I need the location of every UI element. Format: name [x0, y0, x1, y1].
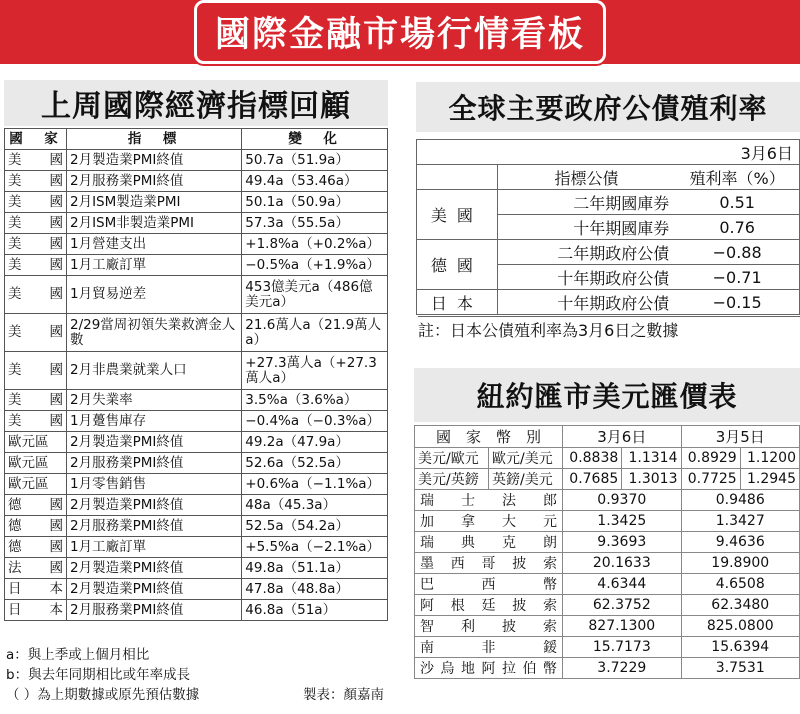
- country-part: 本: [49, 601, 63, 618]
- row-indicator: 2月製造業PMI終值: [66, 579, 241, 600]
- row-country: [5, 314, 67, 352]
- table-header-row: [5, 129, 388, 150]
- main-title-bar: [0, 0, 800, 64]
- row-indicator: 2月服務業PMI終值: [66, 453, 241, 474]
- fx-currency: [415, 595, 563, 616]
- bond-date-row: [417, 140, 800, 165]
- country-part: 美: [8, 391, 22, 408]
- country-name: [8, 456, 63, 471]
- bond-yield: 0.76: [675, 215, 799, 240]
- country-part: 美: [8, 151, 22, 168]
- fx-pair-name: 歐元/美元: [489, 448, 563, 469]
- fx-row: [415, 616, 800, 637]
- fx-currency-char: 鍰: [543, 640, 558, 656]
- table-row: [5, 390, 388, 411]
- fx-pair-row: [415, 469, 800, 490]
- country-part: 國: [49, 235, 63, 252]
- fx-currency-name: [418, 490, 559, 510]
- fx-currency-char: 瑞: [420, 535, 434, 551]
- row-country: [5, 600, 67, 621]
- fx-currency-char: 索: [543, 619, 558, 635]
- table-row: [5, 579, 388, 600]
- fx-header-date1: 3月6日: [563, 426, 681, 448]
- fx-currency: [415, 553, 563, 574]
- fx-header-row: [415, 426, 800, 448]
- country-part: 國: [49, 324, 63, 340]
- bond-country: 美國: [417, 190, 498, 240]
- fx-currency-char: 西: [450, 556, 465, 572]
- country-name: [8, 153, 63, 168]
- fx-currency-char: 廷: [481, 598, 496, 614]
- country-name: [8, 435, 63, 450]
- fx-currency-char: 索: [543, 598, 558, 614]
- row-change: 49.2a（47.9a）: [242, 432, 388, 453]
- country-part: 國: [49, 256, 63, 273]
- bond-name: 二年期政府公債: [497, 240, 675, 265]
- fx-currency: [415, 490, 563, 511]
- country-part: 國: [49, 538, 63, 555]
- fx-currency-char: 披: [512, 598, 527, 614]
- row-indicator: 2月製造業PMI終值: [66, 432, 241, 453]
- fx-currency-char: 地: [461, 661, 475, 677]
- country-part: 本: [49, 580, 63, 597]
- row-indicator: 1月工廠訂單: [66, 537, 241, 558]
- row-country: [5, 474, 67, 495]
- fx-value-date1: 3.7229: [563, 658, 681, 679]
- fx-currency-char: 南: [420, 640, 434, 656]
- country-part: 國: [49, 214, 63, 231]
- fx-value: 1.1314: [622, 448, 681, 469]
- country-part: 國: [49, 391, 63, 408]
- country-name: [8, 561, 63, 576]
- fx-value: 1.2945: [740, 469, 799, 490]
- country-part: 國: [49, 517, 63, 534]
- row-change: 50.1a（50.9a）: [242, 192, 388, 213]
- row-country: [5, 495, 67, 516]
- fx-currency-char: 元: [543, 514, 558, 530]
- row-country: [5, 411, 67, 432]
- row-indicator: 2月失業率: [66, 390, 241, 411]
- bond-country: 德國: [417, 240, 498, 290]
- row-country: [5, 516, 67, 537]
- row-indicator: 2月服務業PMI終值: [66, 516, 241, 537]
- fx-pair-label: 美元/英鎊: [415, 469, 489, 490]
- country-part: 美: [8, 256, 22, 273]
- table-row: [5, 537, 388, 558]
- fx-value: 0.7725: [681, 469, 740, 490]
- fx-currency-char: 典: [461, 535, 476, 551]
- fx-value: 0.8838: [563, 448, 622, 469]
- fx-currency: [415, 658, 563, 679]
- fx-currency-name: [418, 574, 559, 594]
- country-part: 國: [49, 151, 63, 168]
- fx-value: 0.7685: [563, 469, 622, 490]
- row-change: +1.8%a（+0.2%a）: [242, 234, 388, 255]
- fx-currency-char: 拉: [502, 661, 516, 677]
- table-row: [5, 234, 388, 255]
- table-row: [5, 314, 388, 352]
- fx-currency-char: 士: [461, 493, 476, 509]
- country-name: [8, 393, 63, 408]
- country-part: 美: [8, 193, 22, 210]
- table-row: [5, 276, 388, 314]
- country-name: [8, 582, 63, 597]
- fx-value: 1.3013: [622, 469, 681, 490]
- fx-currency-char: 法: [502, 493, 517, 509]
- country-part: 歐元區: [8, 433, 49, 450]
- row-country: [5, 352, 67, 390]
- row-country: [5, 213, 67, 234]
- bond-row: [417, 240, 800, 265]
- country-part: 美: [8, 172, 22, 189]
- fx-row: [415, 490, 800, 511]
- row-change: 3.5%a（3.6%a）: [242, 390, 388, 411]
- row-country: [5, 390, 67, 411]
- fx-currency-char: 根: [450, 598, 465, 614]
- table-row: [5, 495, 388, 516]
- fx-value-date2: 0.9486: [681, 490, 800, 511]
- fx-currency-char: 阿: [481, 661, 496, 677]
- table-row: [5, 516, 388, 537]
- fx-currency: [415, 637, 563, 658]
- economic-indicators-table: [4, 128, 388, 621]
- country-part: 國: [49, 362, 63, 378]
- row-indicator: 2月服務業PMI終值: [66, 171, 241, 192]
- row-country: [5, 453, 67, 474]
- table-row: [5, 474, 388, 495]
- country-part: 美: [8, 412, 22, 429]
- row-country: [5, 192, 67, 213]
- fx-row: [415, 553, 800, 574]
- fx-currency-char: 幣: [543, 577, 558, 593]
- row-country: [5, 276, 67, 314]
- country-name: [8, 237, 63, 252]
- fx-value-date1: 1.3425: [563, 511, 681, 532]
- fx-currency-char: 智: [420, 619, 434, 635]
- row-country: [5, 234, 67, 255]
- country-name: [8, 540, 63, 555]
- fx-row: [415, 574, 800, 595]
- fx-pair-row: [415, 448, 800, 469]
- row-country: [5, 432, 67, 453]
- fx-value-date2: 1.3427: [681, 511, 800, 532]
- row-change: −0.5%a（+1.9%a）: [242, 255, 388, 276]
- fx-value-date2: 9.4636: [681, 532, 800, 553]
- row-indicator: 2月製造業PMI終值: [66, 495, 241, 516]
- table-row: [5, 213, 388, 234]
- country-part: 美: [8, 324, 22, 340]
- fx-currency-char: 瑞: [420, 493, 434, 509]
- row-change: 52.6a（52.5a）: [242, 453, 388, 474]
- country-part: 國: [49, 193, 63, 210]
- country-part: 美: [8, 286, 22, 302]
- row-change: 453億美元a（486億美元a）: [242, 276, 388, 314]
- country-part: 美: [8, 362, 22, 378]
- row-indicator: 1月貿易逆差: [66, 276, 241, 314]
- main-title: 國際金融市場行情看板: [194, 0, 606, 64]
- row-change: 49.4a（53.46a）: [242, 171, 388, 192]
- bond-yield: −0.71: [675, 265, 799, 290]
- row-country: [5, 537, 67, 558]
- row-change: +5.5%a（−2.1%a）: [242, 537, 388, 558]
- fx-currency-name: [418, 532, 559, 552]
- note-c: （ ）為上期數據或原先預估數據: [6, 687, 200, 703]
- fx-currency-name: [418, 511, 559, 531]
- header-country: 國 家: [5, 129, 67, 150]
- fx-currency-char: 幣: [543, 661, 557, 677]
- fx-value-date1: 20.1633: [563, 553, 681, 574]
- table-row: [5, 432, 388, 453]
- country-name: [8, 603, 63, 618]
- fx-value-date1: 0.9370: [563, 490, 681, 511]
- row-indicator: 1月工廠訂單: [66, 255, 241, 276]
- bond-name: 十年期政府公債: [497, 290, 675, 315]
- country-name: [8, 258, 63, 273]
- fx-value: 0.8929: [681, 448, 740, 469]
- fx-value-date1: 15.7173: [563, 637, 681, 658]
- fx-value-date1: 827.1300: [563, 616, 681, 637]
- country-name: [8, 477, 63, 492]
- row-change: 46.8a（51a）: [242, 600, 388, 621]
- table-row: [5, 558, 388, 579]
- row-indicator: 1月零售銷售: [66, 474, 241, 495]
- bond-name: 十年期國庫券: [497, 215, 675, 240]
- country-part: 德: [8, 538, 22, 555]
- fx-currency-name: [418, 553, 559, 573]
- bond-row: [417, 290, 800, 315]
- fx-value-date2: 3.7531: [681, 658, 800, 679]
- row-indicator: 2月製造業PMI終值: [66, 150, 241, 171]
- fx-value-date2: 4.6508: [681, 574, 800, 595]
- fx-currency-char: 拿: [461, 514, 476, 530]
- bond-name: 二年期國庫券: [497, 190, 675, 215]
- country-name: [8, 325, 63, 340]
- bond-date: 3月6日: [417, 140, 800, 165]
- country-part: 美: [8, 235, 22, 252]
- fx-value-date2: 15.6394: [681, 637, 800, 658]
- bond-note: 註：日本公債殖利率為3月6日之數據: [418, 316, 800, 341]
- row-country: [5, 255, 67, 276]
- country-name: [8, 174, 63, 189]
- fx-currency-char: 西: [481, 577, 496, 593]
- row-change: +27.3萬人a（+27.3萬人a）: [242, 352, 388, 390]
- fx-currency-name: [418, 637, 559, 657]
- header-change: 變 化: [242, 129, 388, 150]
- country-part: 德: [8, 496, 22, 513]
- row-country: [5, 579, 67, 600]
- country-name: [8, 287, 63, 302]
- row-indicator: 2月ISM非製造業PMI: [66, 213, 241, 234]
- fx-currency-char: 索: [543, 556, 558, 572]
- bond-panel-title: 全球主要政府公債殖利率: [416, 82, 800, 132]
- fx-currency-char: 阿: [420, 598, 434, 614]
- bond-row: [417, 190, 800, 215]
- country-part: 德: [8, 517, 22, 534]
- note-b: b：與去年同期相比或年率成長: [6, 667, 191, 683]
- fx-currency: [415, 616, 563, 637]
- country-part: 法: [8, 559, 22, 576]
- row-change: −0.4%a（−0.3%a）: [242, 411, 388, 432]
- fx-header-currency: 國 家 幣 別: [415, 426, 563, 448]
- row-change: 21.6萬人a（21.9萬人a）: [242, 314, 388, 352]
- fx-row: [415, 511, 800, 532]
- fx-currency-char: 沙: [420, 661, 434, 677]
- country-part: 美: [8, 214, 22, 231]
- fx-currency-char: 加: [420, 514, 434, 530]
- fx-currency-name: [418, 595, 559, 615]
- fx-rate-table: [414, 425, 800, 679]
- row-change: 47.8a（48.8a）: [242, 579, 388, 600]
- row-indicator: 1月躉售庫存: [66, 411, 241, 432]
- bond-header-row: [417, 165, 800, 190]
- fx-value-date1: 9.3693: [563, 532, 681, 553]
- row-indicator: 2月服務業PMI終值: [66, 600, 241, 621]
- fx-currency-char: 朗: [543, 535, 558, 551]
- row-change: 49.8a（51.1a）: [242, 558, 388, 579]
- fx-header-date2: 3月5日: [681, 426, 800, 448]
- fx-currency-char: 哥: [481, 556, 496, 572]
- fx-currency-char: 烏: [440, 661, 455, 677]
- row-change: 52.5a（54.2a）: [242, 516, 388, 537]
- bond-country: 日本: [417, 290, 498, 315]
- fx-currency-char: 大: [502, 514, 517, 530]
- country-part: 日: [8, 601, 22, 618]
- country-part: 國: [49, 496, 63, 513]
- row-country: [5, 171, 67, 192]
- country-name: [8, 414, 63, 429]
- row-indicator: 2月ISM製造業PMI: [66, 192, 241, 213]
- fx-currency: [415, 511, 563, 532]
- fx-currency-char: 墨: [420, 556, 434, 572]
- row-indicator: 1月營建支出: [66, 234, 241, 255]
- row-change: 57.3a（55.5a）: [242, 213, 388, 234]
- country-part: 國: [49, 172, 63, 189]
- row-country: [5, 558, 67, 579]
- fx-currency-char: 克: [502, 535, 517, 551]
- bond-header-yield: 殖利率（%）: [675, 165, 799, 190]
- country-part: 國: [49, 286, 63, 302]
- row-change: 50.7a（51.9a）: [242, 150, 388, 171]
- fx-currency-char: 披: [512, 556, 527, 572]
- header-indicator: 指 標: [66, 129, 241, 150]
- table-row: [5, 352, 388, 390]
- table-row: [5, 411, 388, 432]
- country-name: [8, 195, 63, 210]
- table-row: [5, 255, 388, 276]
- bond-yield: 0.51: [675, 190, 799, 215]
- fx-currency-char: 伯: [522, 661, 537, 677]
- bond-yield: −0.15: [675, 290, 799, 315]
- bond-yield: −0.88: [675, 240, 799, 265]
- country-name: [8, 216, 63, 231]
- bond-name: 十年期政府公債: [497, 265, 675, 290]
- fx-currency-char: 非: [481, 640, 496, 656]
- fx-value-date2: 62.3480: [681, 595, 800, 616]
- fx-row: [415, 595, 800, 616]
- fx-value-date2: 825.0800: [681, 616, 800, 637]
- country-part: 國: [49, 559, 63, 576]
- country-part: 歐元區: [8, 454, 49, 471]
- fx-value-date1: 4.6344: [563, 574, 681, 595]
- row-change: +0.6%a（−1.1%a）: [242, 474, 388, 495]
- table-row: [5, 171, 388, 192]
- table-row: [5, 192, 388, 213]
- country-part: 日: [8, 580, 22, 597]
- fx-pair-name: 英鎊/美元: [489, 469, 563, 490]
- country-part: 歐元區: [8, 475, 49, 492]
- fx-currency-char: 披: [502, 619, 517, 635]
- fx-row: [415, 658, 800, 679]
- bond-header-blank: [417, 165, 498, 190]
- fx-currency-char: 郎: [543, 493, 558, 509]
- table-credit: 製表：顏嘉南: [303, 687, 384, 703]
- note-a: a：與上季或上個月相比: [6, 647, 150, 663]
- bond-header-indicator: 指標公債: [497, 165, 675, 190]
- row-indicator: 2月非農業就業人口: [66, 352, 241, 390]
- fx-currency-name: [418, 616, 559, 636]
- fx-value: 1.1200: [740, 448, 799, 469]
- country-name: [8, 498, 63, 513]
- fx-panel-title: 紐約匯市美元匯價表: [414, 368, 800, 422]
- fx-row: [415, 532, 800, 553]
- country-name: [8, 519, 63, 534]
- left-notes: [6, 645, 388, 705]
- fx-value-date2: 19.8900: [681, 553, 800, 574]
- fx-value-date1: 62.3752: [563, 595, 681, 616]
- fx-currency-char: 利: [461, 619, 476, 635]
- table-row: [5, 453, 388, 474]
- country-name: [8, 363, 63, 378]
- bond-yield-table: [416, 139, 800, 315]
- fx-row: [415, 637, 800, 658]
- fx-pair-label: 美元/歐元: [415, 448, 489, 469]
- table-row: [5, 600, 388, 621]
- fx-currency: [415, 574, 563, 595]
- fx-currency: [415, 532, 563, 553]
- row-change: 48a（45.3a）: [242, 495, 388, 516]
- left-panel-title: 上周國際經濟指標回顧: [4, 80, 388, 126]
- row-indicator: 2月製造業PMI終值: [66, 558, 241, 579]
- country-part: 國: [49, 412, 63, 429]
- fx-currency-char: 巴: [420, 577, 434, 593]
- row-country: [5, 150, 67, 171]
- fx-currency-name: [418, 658, 559, 678]
- table-row: [5, 150, 388, 171]
- row-indicator: 2/29當周初領失業救濟金人數: [66, 314, 241, 352]
